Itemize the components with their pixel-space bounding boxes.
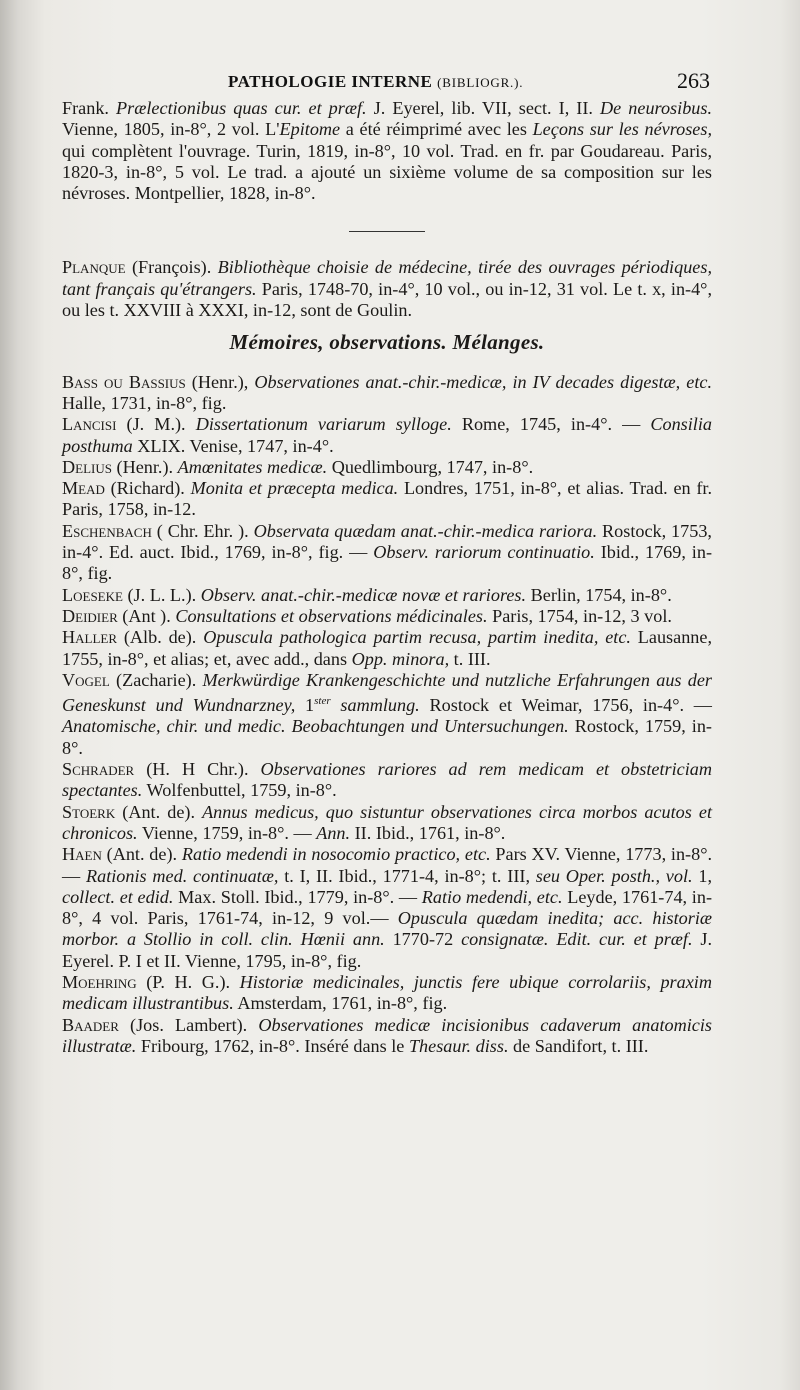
entry-text: 1,: [692, 865, 713, 886]
page-body: [62, 98, 712, 1057]
entry-title: Leçons sur les névroses,: [532, 119, 712, 140]
entry-title: Ratio medendi, etc.: [421, 886, 563, 907]
entry-superscript: ster: [314, 695, 331, 708]
entry-title: Amœnitates medicæ.: [177, 456, 328, 477]
entry-text: J. Eyerel. P. I et II. Vienne, 1795, in-8°, fig.: [62, 929, 713, 971]
entry-title: Annus medicus, quo sistuntur observationes circa morbos acutos et chronicos.: [62, 801, 712, 843]
entry-text: Max. Stoll. Ibid., 1779, in-8°. —: [173, 886, 422, 907]
entry-title: Thesaur. diss.: [408, 1035, 509, 1056]
entry-moehring: [62, 972, 712, 1015]
entry-text: Pars XV. Vienne, 1773, in-8°. —: [62, 844, 713, 886]
entry-author: Eschenbach: [62, 520, 152, 541]
entry-title: Observ. rariorum continuatio.: [373, 542, 595, 563]
entry-text: a été réimprimé avec les: [340, 119, 533, 140]
entry-author: Frank.: [62, 98, 109, 118]
entry-title: sammlung.: [330, 695, 420, 716]
entry-text: Leyde, 1761-74, in-8°, 4 vol. Paris, 1761-74, in-12, 9 vol.—: [62, 886, 713, 929]
entry-title: Opuscula pathologica partim recusa, partim inedita, etc.: [203, 627, 631, 648]
entry-author: Mead: [62, 478, 105, 499]
entry-text: Ibid., 1769, in-8°, fig.: [62, 542, 712, 584]
entry-title: Observata quædam anat.-chir.-medica rariora.: [253, 520, 598, 541]
entry-vogel: [62, 670, 712, 759]
entry-delius: [62, 457, 712, 478]
page-header: [62, 68, 712, 98]
entry-text: Quedlimbourg, 1747, in-8°.: [327, 456, 534, 477]
entry-text: Berlin, 1754, in-8°.: [526, 584, 672, 605]
entry-text: qui complètent l'ouvrage. Turin, 1819, in-8°, 10 vol. Trad. en fr. par Goudareau. Paris, 1820-3, in-8°, 5 vol. Le trad. a ajouté un sixième volume de sa composition sur les névroses. Montpellier, 1828, in-8°.: [62, 140, 712, 204]
entry-text: Rostock et Weimar, 1756, in-4°. —: [419, 695, 712, 716]
entry-planque: [62, 257, 712, 321]
entry-title: Epitome: [279, 119, 341, 140]
entry-eschenbach: [62, 521, 712, 585]
entry-title: Monita et præcepta medica.: [190, 478, 399, 499]
entry-text: (J. M.).: [116, 414, 196, 435]
entry-author: Lancisi: [62, 414, 117, 435]
entry-text: 1: [295, 695, 315, 716]
entry-title: Observationes medicæ incisionibus cadaverum anatomicis illustratæ.: [62, 1014, 712, 1056]
entry-title: Ann.: [316, 822, 351, 843]
entry-text: Rome, 1745, in-4°. —: [451, 414, 651, 435]
entry-text: Amsterdam, 1761, in-8°, fig.: [233, 993, 448, 1014]
entry-text: (P. H. G.).: [136, 972, 240, 993]
entry-title: Merkwürdige Krankengeschichte und nutzliche Erfahrungen aus der Geneskunst und Wundnarzney,: [62, 669, 712, 716]
entry-text: (Ant ).: [117, 605, 176, 626]
entry-text: (Alb. de).: [117, 627, 204, 648]
entry-text: (François).: [125, 257, 218, 278]
entry-text: ( Chr. Ehr. ).: [151, 520, 254, 541]
entry-text: Wolfenbuttel, 1759, in-8°.: [142, 780, 337, 801]
entry-title: Dissertationum variarum sylloge.: [195, 414, 452, 435]
entry-title: Historiæ medicinales, junctis fere ubique corrolariis, praxim medicam illustrantibus.: [62, 972, 712, 1014]
entry-text: Lausanne, 1755, in-8°, et alias; et, avec add., dans: [62, 627, 713, 669]
entry-text: (Zacharie).: [109, 669, 203, 690]
entry-title: collect. et edid.: [62, 886, 174, 907]
entry-text: J. Eyerel, lib. VII, sect. I, II.: [366, 98, 601, 118]
entry-text: (J. L. L.).: [122, 584, 201, 605]
entry-stoerk: [62, 802, 712, 845]
entry-mead: [62, 478, 712, 521]
entry-text: (Ant. de).: [101, 844, 182, 865]
separator-rule: [349, 231, 425, 232]
entry-schrader: [62, 759, 712, 802]
entry-text: (Ant. de).: [115, 801, 203, 822]
entry-loeseke: [62, 585, 712, 606]
entry-frank: [62, 98, 712, 204]
entry-haen: [62, 844, 712, 972]
entry-text: 1770-72: [384, 929, 462, 950]
entry-title: seu Oper. posth., vol.: [535, 865, 693, 886]
entry-text: Rostock, 1753, in-4°. Ed. auct. Ibid., 1769, in-8°, fig. —: [62, 520, 712, 563]
entry-text: XLIX. Venise, 1747, in-4°.: [132, 435, 334, 456]
page-number: 263: [677, 68, 710, 93]
entry-text: Halle, 1731, in-8°, fig.: [62, 392, 227, 413]
entry-text: Londres, 1751, in-8°, et alias. Trad. en fr. Paris, 1758, in-12.: [62, 478, 713, 520]
entry-author: Vogel: [62, 669, 110, 690]
entry-title: Opuscula quædam inedita; acc. historiæ morbor. a Stollio in coll. clin. Hœnii ann.: [62, 908, 712, 950]
entry-text: Paris, 1748-70, in-4°, 10 vol., ou in-12, 31 vol. Le t. x, in-4°, ou les t. XXVIII à XXXI, in-12, sont de Goulin.: [62, 278, 713, 321]
entry-title: Prælectionibus quas cur. et præf.: [108, 98, 367, 118]
entry-author: Haen: [62, 844, 102, 865]
entry-text: (Henr.),: [185, 371, 255, 392]
entry-title: Bibliothèque choisie de médecine, tirée des ouvrages périodiques, tant français qu'étrangers.: [62, 257, 712, 299]
entry-text: Fribourg, 1762, in-8°. Inséré dans le: [136, 1035, 409, 1056]
entry-title: Opp. minora,: [351, 648, 450, 669]
entry-title: Observ. anat.-chir.-medicæ novæ et rariores.: [200, 584, 527, 605]
entry-author: Loeseke: [62, 584, 123, 605]
entry-text: (H. H Chr.).: [134, 759, 261, 780]
section-title: Mémoires, observations. Mélanges.: [229, 330, 545, 355]
entry-title: Observationes rariores ad rem medicam et obstetriciam spectantes.: [62, 759, 712, 801]
entry-text: Paris, 1754, in-12, 3 vol.: [487, 605, 672, 626]
entry-author: Stoerk: [62, 801, 116, 822]
entry-text: Vienne, 1805, in-8°, 2 vol. L': [62, 119, 280, 140]
entry-text: Rostock, 1759, in-8°.: [62, 716, 712, 758]
entry-author: Schrader: [62, 759, 135, 780]
entry-author: Moehring: [62, 972, 137, 993]
entry-title: consignatæ. Edit. cur. et præf.: [461, 929, 693, 950]
running-head: [228, 72, 523, 92]
entry-author: Haller: [62, 627, 118, 648]
entry-title: Consultations et observations médicinales.: [175, 605, 488, 626]
entry-author: Planque: [62, 257, 126, 278]
running-head-suffix: (BIBLIOGR.).: [437, 75, 524, 90]
entry-lancisi: [62, 414, 712, 457]
entry-text: t. I, II. Ibid., 1771-4, in-8°; t. III,: [278, 865, 536, 886]
entry-text: t. III.: [449, 648, 491, 669]
entry-title: Consilia posthuma: [62, 414, 712, 456]
entry-text: (Richard).: [104, 478, 191, 499]
entry-author: Delius: [62, 456, 112, 477]
entry-title: De neurosibus.: [600, 98, 712, 118]
entry-text: (Henr.).: [111, 456, 178, 477]
entry-text: Vienne, 1759, in-8°. —: [137, 822, 317, 843]
entry-bass: [62, 372, 712, 415]
entry-text: (Jos. Lambert).: [118, 1014, 259, 1035]
entry-title: Ratio medendi in nosocomio practico, etc.: [181, 844, 491, 865]
entry-author: Baader: [62, 1014, 119, 1035]
entry-title: Rationis med. continuatæ,: [85, 865, 279, 886]
entry-title: Observationes anat.-chir.-medicæ, in IV decades digestæ, etc.: [254, 371, 713, 392]
entry-haller: [62, 627, 712, 670]
running-head-title: PATHOLOGIE INTERNE: [228, 72, 433, 91]
entry-title: Anatomische, chir. und medic. Beobachtungen und Untersuchungen.: [62, 716, 569, 737]
entry-author: Deidier: [62, 605, 118, 626]
entry-author: Bass ou Bassius: [62, 371, 186, 392]
entry-deidier: [62, 606, 712, 627]
entry-baader: [62, 1015, 712, 1058]
entry-text: de Sandifort, t. III.: [508, 1035, 649, 1056]
entry-text: II. Ibid., 1761, in-8°.: [350, 822, 506, 843]
